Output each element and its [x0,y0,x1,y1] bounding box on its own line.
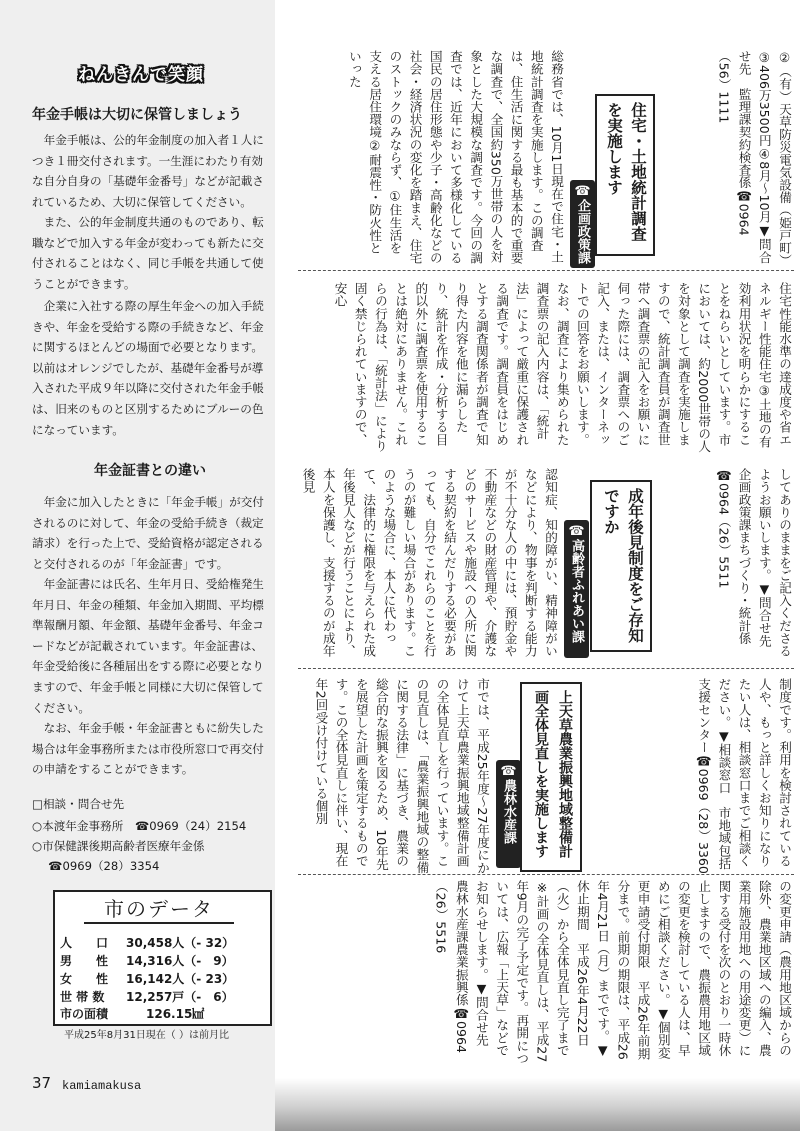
farm-dept: ☎農林水産課 [496,760,521,868]
bottom-band [275,1078,800,1131]
guardian-dept: ☎高齢者ふれあい課 [564,520,589,658]
city-data-label: 人 口 [60,936,109,950]
city-data-value: 30,458人（- 32） [126,936,235,950]
page-number: 37 [32,1074,52,1092]
city-data-label: 男 性 [60,954,109,968]
census-body: 総務省では、10月1日現在で住宅・土地統計調査を実施します。この調査は、住生活に関する最も基本的で重要な調査で、全国約350万世帯の人を対象とした大規模な調査です。今回の調査では、近年において多様化している国民の居住形態や少子・高齢化などの社会・経済状況の変化を踏まえ、住宅のストックのみならず、①住生活を支える居住環境②耐震性・防火性といった [346,50,564,265]
guardian-title: 成年後見制度をご存知ですか [590,480,652,652]
sidebar-paragraph: 年金に加入したときに「年金手帳」が交付されるのに対して、年金の受給手続き（裁定請求）を行った上で、受給資格が認定されると交付されるのが「年金証書」です。 [32,495,264,571]
city-data-label: 世 帯 数 [60,990,105,1004]
sidebar-paragraph: 年金手帳は、公的年金制度の加入者１人につき１冊交付されます。一生涯にわたり有効な自分自身の「基礎年金番号」などが記載されているため、大切に保管してください。 [32,133,264,209]
city-data-value: 126.15㎢ [146,1007,205,1021]
sidebar-paragraph: 年金証書には氏名、生年月日、受給権発生年月日、年金の種類、年金加入期間、平均標準報酬月額、年金額、基礎年金番号、年金コードなどが記載されています。年金証書は、年金受給後に各種届出をする際に必要となりますので、年金手帳と同様に大切に保管してください。 [32,577,264,715]
sidebar-paragraph: また、公的年金制度共通のものであり、転職などで加入する年金が変わっても新たに交付されることはなく、同じ手帳を共通して使うことができます。 [32,215,264,291]
farm-lead: 制度です。利用を検討されている人や、もっと詳しくお知りになりたい人は、相談窓口までご相談ください。▼相談窓口 市地域包括支援センター☎0969（28）3360 [696,678,792,874]
farm-body-continued: の変更申請（農用地区域からの除外、農業地区域への編入、農業用施設用地への用途変更）に関する受付を次のとおり一時休止しますので、農振農用地区域の変更を検討している人は、早めにご相談ください。▼個別変更申請受付期限 平成26年前期分まで。前期の期限は、平成26年4月21日（月）までです。▼休止期間 平成26年4月22日（火）から全体見直し完了まで※計画の全体見直しは、平成27年9月の完了予定です。再開については、広報「上天草」などでお知らせします。▼問合せ先 農林水産課農業振興係☎0964（26）5516 [433,880,792,1065]
contact-heading: □相談・問合せ先 [32,797,125,811]
city-data-label: 市の面積 [60,1007,109,1021]
contact-line: ☎0969（28）3354 [48,859,160,873]
column-heading: ねんきんで笑顔 [78,65,204,85]
city-data-value: 16,142人（- 23） [126,972,235,986]
contact-line: ○本渡年金事務所 ☎0969（24）2154 [32,819,247,833]
previous-article-continuation: ②（有）天草防災電気設備（姫戸町）③406万3500円④8月～10月▼問合せ先 監理課契約検査係☎0964（56）1111 [716,50,792,264]
census-body-continued: 住宅性能水準の達成度や省エネルギー性能住宅③土地の有効利用状況を明らかにすることをねらいとしています。市においては、約2000世帯の人を対象として調査を実施しますので、統計調査員が調査世帯へ調査票の記入をお願いに伺った際には、調査票へのご記入、または、インターネットでの回答をお願いします。なお、調査により集められた調査票の記入内容は、「統計法」によって厳重に保護される調査です。調査員をはじめとする調査関係者が調査で知り得た内容を他に漏らしたり、統計を作成・分析する目的以外に調査票を使用することは絶対にありません。これらの行為は、「統計法」により固く禁じられていますので、安心 [332,282,792,453]
sidebar-paragraph: なお、年金手帳・年金証書ともに紛失した場合は年金事務所または市役所窓口で再交付の申請をすることができます。 [32,721,264,777]
sidebar-subtitle: 年金証書との違い [94,463,206,479]
section-divider [298,270,794,271]
farm-title: 上天草農業振興地域整備計画全体見直しを実施します [520,682,582,872]
section-divider [298,668,794,669]
city-data-value: 14,316人（- 9） [126,954,234,968]
city-data-label: 女 性 [60,972,109,986]
farm-body: 市では、平成25年度～27年度にかけて上天草農業振興地域整備計画の全体見直しを行っています。この見直しは、「農業振興地域の整備に関する法律」に基づき、農業の総合的な振興を図るため、10年先を展望した計画を策定するものです。この全体見直しに伴い、現在年2回受け付けている個別 [313,678,490,874]
census-dept: ☎企画政策課 [570,180,595,268]
publication-name: kamiamakusa [62,1079,142,1093]
contact-line: ○市保健課後期高齢者医療年金係 [32,839,205,853]
guardian-body: 認知症、知的障がい、精神障がいなどにより、物事を判断する能力が不十分な人の中には、預貯金や不動産などの財産管理や、介護などのサービスや施設への入所に関する契約を結んだりする必要があっても、自分でこれらのことを行うのが難しい場合があります。このような場合に、本人に代わって、法律的に権限を与えられた成年後見人などが行うことにより、本人を保護し、支援するのが成年後見 [300,468,558,657]
sidebar-paragraph: 企業に入社する際の厚生年金への加入手続きや、年金を受給する際の手続きなど、年金に関するほとんどの場面で必要となります。以前はオレンジでしたが、基礎年金番号が導入された平成９年以降に交付された年金手帳は、旧来のものと区別するためにブルーの色になっています。 [32,299,264,437]
section-divider [298,874,794,875]
guardian-lead: してありのままをご記入くださるようお願いします。▼問合せ先 企画政策課まちづくり・統計係☎0964（26）5511 [716,468,792,660]
sidebar-title: 年金手帳は大切に保管しましょう [32,107,242,123]
city-data-title: 市のデータ [84,893,234,924]
top-band [275,0,800,42]
city-data-note: 平成25年8月31日現在（ ）は前月比 [64,1030,229,1041]
census-title: 住宅・土地統計調査を実施します [595,94,655,256]
city-data-value: 12,257戸（- 6） [126,990,234,1004]
